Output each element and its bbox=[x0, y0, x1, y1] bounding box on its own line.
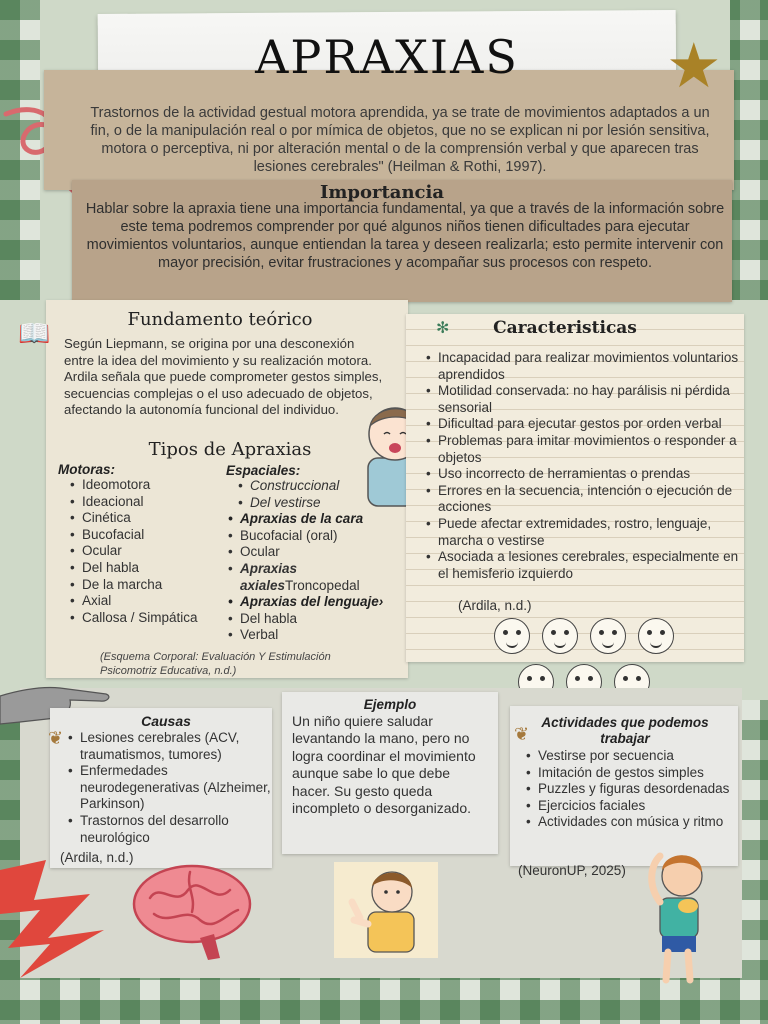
fundamento-title: Fundamento teórico bbox=[127, 309, 313, 330]
caracteristicas-title: Caracteristicas bbox=[493, 318, 637, 338]
face-icon bbox=[590, 618, 626, 654]
book-icon: 📖 bbox=[18, 318, 51, 348]
list-item: • Errores en la secuencia, intención o ejecución de acciones bbox=[424, 483, 740, 516]
ejemplo-text: Un niño quiere saludar levantando la mano, pero no logra coordinar el movimiento aunque sabe lo que debe hacer. Su gesto queda incompleto o desorganizado. bbox=[292, 713, 476, 817]
intro-definition: Trastornos de la actividad gestual motora aprendida, ya se trate de movimientos adaptados a un fin, o de la manipulación real o por mímica de objetos, que no se explican ni por lesión sensitiva, motora o perceptiva, ni por alteración mental o de la comprensión verbal y que aparecen tras lesiones cerebrales" (Heilman & Rothi, 1997). bbox=[90, 105, 710, 175]
espaciales-label: Espaciales: bbox=[226, 463, 301, 478]
brain-icon bbox=[130, 862, 256, 962]
lenguaje-label: • Apraxias del lenguaje› bbox=[226, 594, 416, 611]
leaf-icon: ❦ bbox=[514, 724, 530, 744]
face-icon bbox=[494, 618, 530, 654]
list-item: • Bucofacial (oral) bbox=[226, 528, 416, 545]
list-item: • Trastornos del desarrollo neurológico bbox=[66, 813, 276, 846]
causas-source: (Ardila, n.d.) bbox=[60, 850, 134, 865]
list-item: • Del habla bbox=[226, 611, 416, 628]
actividades-title: Actividades que podemos trabajar bbox=[541, 715, 709, 746]
list-item: • Incapacidad para realizar movimientos voluntarios aprendidos bbox=[424, 350, 740, 383]
importancia-title: Importancia bbox=[319, 182, 445, 203]
espaciales-column bbox=[226, 463, 416, 644]
motoras-label: Motoras: bbox=[58, 462, 115, 477]
caracteristicas-list bbox=[424, 350, 740, 582]
face-icon bbox=[542, 618, 578, 654]
list-item: • Del habla bbox=[68, 560, 228, 577]
list-item: • Del vestirse bbox=[236, 495, 416, 512]
list-item: • Motilidad conservada: no hay parálisis ni pérdida sensorial bbox=[424, 383, 740, 416]
fundamento-text: Según Liepmann, se origina por una desconexión entre la idea del movimiento y su realización motora. Ardila señala que puede comprometer gestos simples, secuencias complejas o el uso adecuado de objetos, afectando la autonomía funcional del individuo. bbox=[64, 336, 383, 417]
list-item: • Lesiones cerebrales (ACV, traumatismos, tumores) bbox=[66, 730, 276, 763]
list-item: • Ejercicios faciales bbox=[524, 798, 740, 815]
list-item: • Axial bbox=[68, 593, 228, 610]
face-icon bbox=[638, 618, 674, 654]
list-item: • Bucofacial bbox=[68, 527, 228, 544]
actividades-source: (NeuronUP, 2025) bbox=[518, 863, 626, 878]
list-item: • Puzzles y figuras desordenadas bbox=[524, 781, 740, 798]
list-item: • Puede afectar extremidades, rostro, lenguaje, marcha o vestirse bbox=[424, 516, 740, 549]
ejemplo-title: Ejemplo bbox=[363, 697, 417, 712]
list-item: • Actividades con música y ritmo bbox=[524, 814, 740, 831]
list-item: • Imitación de gestos simples bbox=[524, 765, 740, 782]
list-item: • Enfermedades neurodegenerativas (Alzheimer, Parkinson) bbox=[66, 763, 276, 813]
lightning-icon bbox=[0, 860, 112, 980]
list-item: • Vestirse por secuencia bbox=[524, 748, 740, 765]
list-item: • Construccional bbox=[236, 478, 416, 495]
tipos-title: Tipos de Apraxias bbox=[148, 439, 312, 460]
list-item: • Ideacional bbox=[68, 494, 228, 511]
list-item: • Problemas para imitar movimientos o responder a objetos bbox=[424, 433, 740, 466]
boy-dressing-illustration bbox=[638, 846, 718, 986]
motoras-list bbox=[68, 477, 228, 626]
list-item: • Ideomotora bbox=[68, 477, 228, 494]
list-item: • Verbal bbox=[226, 627, 416, 644]
list-item: • Callosa / Simpática bbox=[68, 610, 228, 627]
page-title: APRAXIAS bbox=[255, 30, 519, 84]
list-item: • Dificultad para ejecutar gestos por orden verbal bbox=[424, 416, 740, 433]
leaf-icon: ❦ bbox=[48, 728, 64, 748]
tipos-source: (Esquema Corporal: Evaluación Y Estimulación Psicomotriz Educativa, n.d.) bbox=[100, 651, 331, 677]
motoras-column bbox=[58, 462, 228, 626]
list-item: • Ocular bbox=[68, 543, 228, 560]
star-icon: ★ bbox=[666, 32, 722, 101]
list-item: • Ocular bbox=[226, 544, 416, 561]
list-item: • Asociada a lesiones cerebrales, especialmente en el hemisferio izquierdo bbox=[424, 549, 740, 582]
list-item: • Uso incorrecto de herramientas o prendas bbox=[424, 466, 740, 483]
causas-title: Causas bbox=[141, 713, 191, 729]
actividades-list bbox=[524, 748, 740, 831]
espaciales-list bbox=[226, 478, 416, 644]
axiales-item bbox=[226, 561, 376, 594]
axiales-label: Apraxias axiales bbox=[240, 560, 298, 593]
list-item: • De la marcha bbox=[68, 577, 228, 594]
caracteristicas-source: (Ardila, n.d.) bbox=[458, 598, 532, 613]
boy-waving-illustration bbox=[334, 862, 438, 958]
cara-label: • Apraxias de la cara bbox=[226, 511, 416, 528]
list-item: • Cinética bbox=[68, 510, 228, 527]
importancia-text: Hablar sobre la apraxia tiene una importancia fundamental, ya que a través de la información sobre este tema podremos comprender por qué algunos niños tienen dificultades para ejecutar movimientos voluntarios, aunque entiendan la tarea y deseen realizarla; esto permite intervenir con mayor precisión, evitar frustraciones y acompañar sus procesos con respeto. bbox=[85, 201, 725, 271]
causas-list bbox=[66, 730, 276, 846]
axiales-value: Troncopedal bbox=[285, 577, 360, 593]
flourish-icon: ✻ bbox=[436, 320, 450, 337]
